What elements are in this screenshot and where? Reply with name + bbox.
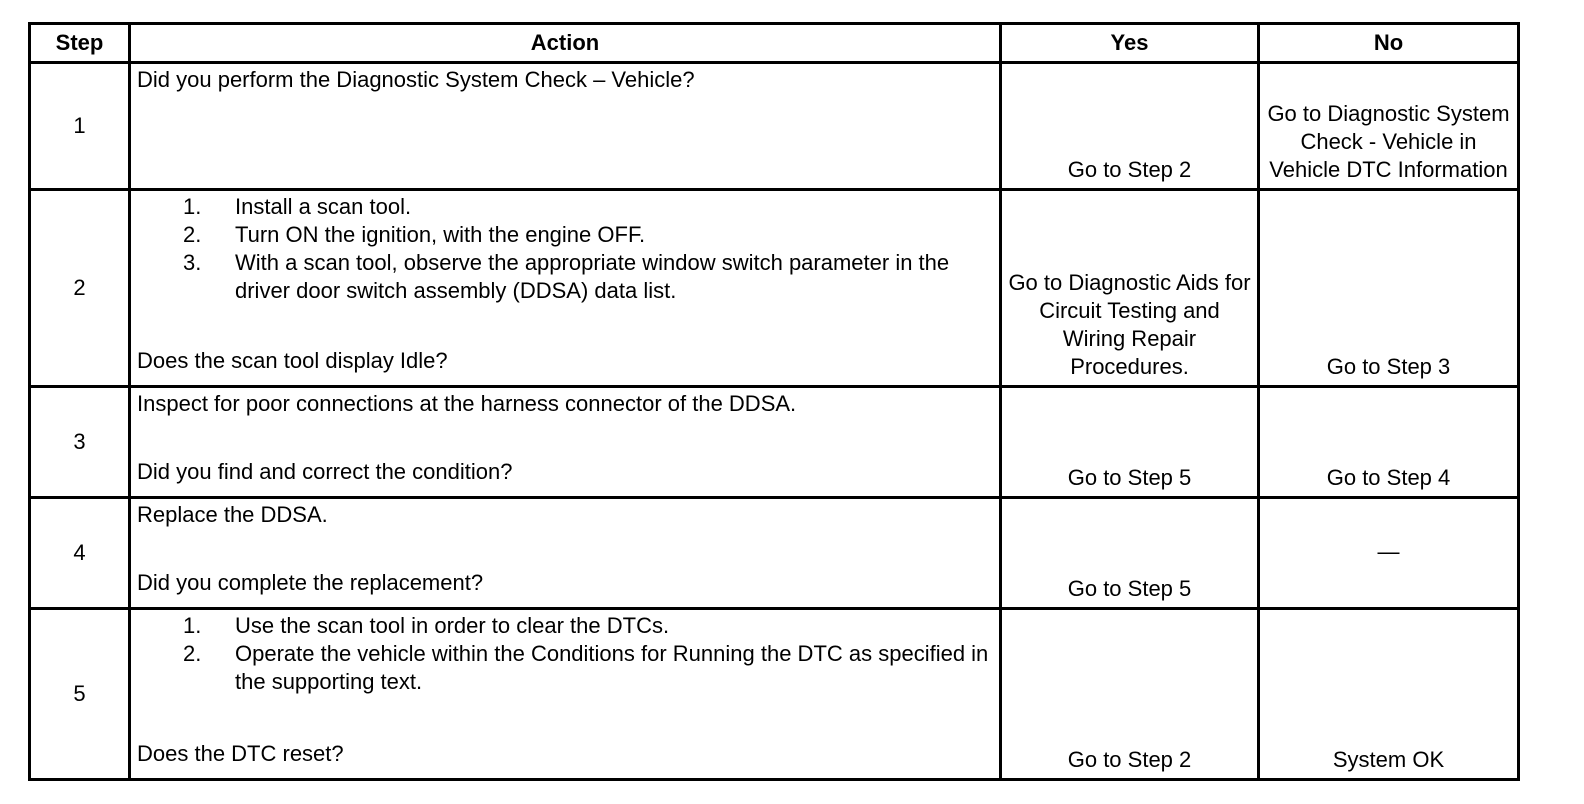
- yes-cell: Go to Step 5: [1001, 498, 1259, 609]
- table-row: [30, 190, 1519, 387]
- action-text: Replace the DDSA.: [137, 502, 328, 527]
- no-cell: System OK: [1259, 609, 1519, 780]
- action-content: [137, 390, 993, 486]
- table-row: [30, 387, 1519, 498]
- list-text: With a scan tool, observe the appropriate window switch parameter in the driver door switch assembly (DDSA) data list.: [235, 250, 950, 303]
- action-cell: [130, 63, 1001, 190]
- table-row: [30, 63, 1519, 190]
- step-number: 1: [30, 63, 130, 190]
- procedure-list: [137, 612, 993, 696]
- list-item: [137, 640, 993, 696]
- action-text: Inspect for poor connections at the harness connector of the DDSA.: [137, 391, 797, 416]
- list-number: 1.: [183, 194, 202, 219]
- yes-cell: Go to Step 2: [1001, 63, 1259, 190]
- header-row: [30, 24, 1519, 63]
- header-no: No: [1259, 24, 1519, 63]
- table-row: [30, 498, 1519, 609]
- step-number: 3: [30, 387, 130, 498]
- yes-cell: Go to Step 5: [1001, 387, 1259, 498]
- list-item: [137, 612, 993, 640]
- yes-cell: Go to Diagnostic Aids for Circuit Testing and Wiring Repair Procedures.: [1001, 190, 1259, 387]
- action-cell: [130, 498, 1001, 609]
- no-cell: Go to Step 3: [1259, 190, 1519, 387]
- list-item: [137, 249, 993, 305]
- table-row: [30, 609, 1519, 780]
- list-text: Operate the vehicle within the Conditions for Running the DTC as specified in the supporting text.: [235, 641, 989, 694]
- list-number: 2.: [183, 641, 202, 666]
- list-text: Turn ON the ignition, with the engine OFF.: [235, 222, 646, 247]
- step-number: 2: [30, 190, 130, 387]
- list-text: Use the scan tool in order to clear the DTCs.: [235, 613, 670, 638]
- step-number: 4: [30, 498, 130, 609]
- action-question: Does the DTC reset?: [137, 741, 344, 766]
- diagnostic-table: [28, 22, 1520, 781]
- procedure-list: [137, 193, 993, 305]
- action-question: Did you find and correct the condition?: [137, 459, 513, 484]
- step-number: 5: [30, 609, 130, 780]
- action-content: [137, 612, 993, 768]
- action-text: Did you perform the Diagnostic System Check – Vehicle?: [137, 67, 695, 92]
- action-cell: [130, 190, 1001, 387]
- no-cell: Go to Diagnostic System Check - Vehicle in Vehicle DTC Information: [1259, 63, 1519, 190]
- header-yes: Yes: [1001, 24, 1259, 63]
- header-action: Action: [130, 24, 1001, 63]
- no-cell: —: [1259, 498, 1519, 609]
- action-content: [137, 501, 993, 597]
- header-step: Step: [30, 24, 130, 63]
- list-item: [137, 221, 993, 249]
- action-question: Did you complete the replacement?: [137, 570, 484, 595]
- list-text: Install a scan tool.: [235, 194, 412, 219]
- action-content: [137, 193, 993, 375]
- list-item: [137, 193, 993, 221]
- list-number: 3.: [183, 250, 202, 275]
- list-number: 1.: [183, 613, 202, 638]
- list-number: 2.: [183, 222, 202, 247]
- action-question: Does the scan tool display Idle?: [137, 348, 448, 373]
- action-cell: [130, 387, 1001, 498]
- action-cell: [130, 609, 1001, 780]
- yes-cell: Go to Step 2: [1001, 609, 1259, 780]
- no-cell: Go to Step 4: [1259, 387, 1519, 498]
